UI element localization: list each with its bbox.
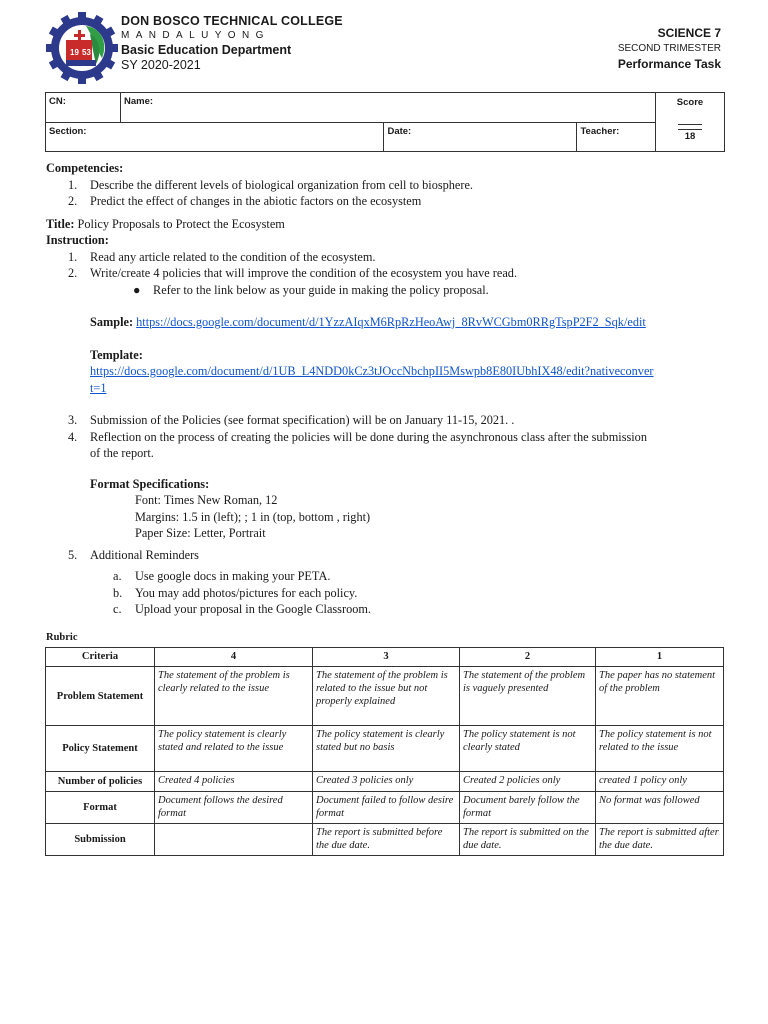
- rubric-header-3: 3: [313, 648, 460, 667]
- rubric-cell: The statement of the problem is clearly related to the issue: [155, 667, 313, 726]
- rubric-cell: The statement of the problem is related to the issue but not properly explained: [313, 667, 460, 726]
- rubric-cell: The policy statement is not related to the issue: [596, 726, 724, 772]
- rubric-header-row: [46, 648, 724, 667]
- instruction-text: Submission of the Policies (see format specification) will be on January 11-15, 2021. .: [90, 413, 515, 427]
- title-label: Title:: [46, 216, 75, 231]
- score-label: Score: [676, 97, 704, 108]
- instruction-bullet: ● Refer to the link below as your guide in making the policy proposal.: [133, 282, 489, 297]
- rubric-row: [46, 726, 724, 772]
- rubric-header-criteria: Criteria: [46, 648, 155, 667]
- rubric-header-2: 2: [460, 648, 596, 667]
- rubric-cell: The report is submitted before the due date.: [313, 824, 460, 856]
- rubric-table: [45, 647, 724, 856]
- reminder-item: a. Use google docs in making your PETA.: [113, 569, 331, 583]
- instruction-text-cont: of the report.: [90, 446, 154, 460]
- trimester: SECOND TRIMESTER: [617, 43, 721, 54]
- instruction-item: 5. Additional Reminders: [68, 547, 199, 562]
- sample-link[interactable]: https://docs.google.com/document/d/1YzzAIqxM6RpRzHeoAwj_8RvWCGbm0RRgTspP2F2_Sqk/edit: [136, 315, 646, 329]
- header-school-info: [121, 14, 343, 72]
- rubric-header-4: 4: [155, 648, 313, 667]
- title-line: [46, 216, 726, 233]
- college-city: MANDALUYONG: [121, 30, 270, 41]
- date-label: Date:: [387, 125, 412, 137]
- school-logo-icon: [46, 12, 118, 84]
- subject-name: SCIENCE 7: [657, 26, 721, 40]
- reminder-text: Use google docs in making your PETA.: [135, 569, 331, 583]
- logo-year-left: 19: [70, 48, 79, 57]
- rubric-criteria: Problem Statement: [46, 667, 155, 726]
- task-type: Performance Task: [617, 57, 721, 71]
- name-label: Name:: [124, 96, 154, 107]
- rubric-cell: The policy statement is not clearly stated: [460, 726, 596, 772]
- rubric-criteria: Format: [46, 792, 155, 824]
- instruction-item: 3. Submission of the Policies (see format specification) will be on January 11-15, 2021. .: [68, 413, 515, 427]
- rubric-cell: created 1 policy only: [596, 772, 724, 792]
- instruction-item: 2. Write/create 4 policies that will improve the condition of the ecosystem you have read.: [68, 266, 518, 280]
- logo-year-right: 53: [82, 48, 91, 57]
- header-subject-info: [618, 26, 721, 71]
- rubric-criteria: Policy Statement: [46, 726, 155, 772]
- name-field[interactable]: [121, 93, 656, 123]
- rubric-row: [46, 667, 724, 726]
- date-field[interactable]: [384, 122, 577, 152]
- reminder-item: b. You may add photos/pictures for each policy.: [113, 585, 358, 600]
- cn-label: CN:: [49, 96, 66, 107]
- reminder-text: You may add photos/pictures for each policy.: [135, 585, 358, 600]
- title-text: Policy Proposals to Protect the Ecosystem: [74, 216, 285, 231]
- rubric-row: [46, 772, 724, 792]
- sample-label: Sample:: [90, 315, 134, 329]
- competency-text: Predict the effect of changes in the abiotic factors on the ecosystem: [90, 194, 422, 208]
- rubric-cell: Document barely follow the format: [460, 792, 596, 824]
- format-margins: Margins: 1.5 in (left); ; 1 in (top, bottom , right): [135, 509, 371, 524]
- format-heading: Format Specifications:: [90, 476, 210, 491]
- rubric-cell: The policy statement is clearly stated but no basis: [313, 726, 460, 772]
- instruction-item: 1. Read any article related to the condition of the ecosystem.: [68, 249, 376, 264]
- bullet-text: Refer to the link below as your guide in making the policy proposal.: [153, 282, 489, 297]
- school-year: SY 2020-2021: [121, 58, 201, 72]
- score-field[interactable]: [656, 93, 725, 152]
- instructions-body: [46, 160, 726, 618]
- rubric-cell: Document follows the desired format: [155, 792, 313, 824]
- rubric-criteria: Number of policies: [46, 772, 155, 792]
- template-link-block: [46, 363, 726, 396]
- rubric-cell: Created 4 policies: [155, 772, 313, 792]
- rubric-cell: Document failed to follow desire format: [313, 792, 460, 824]
- format-font: Font: Times New Roman, 12: [135, 493, 278, 507]
- competency-text: Describe the different levels of biological organization from cell to biosphere.: [90, 177, 474, 192]
- section-field[interactable]: [46, 122, 384, 152]
- rubric-cell: The report is submitted after the due date.: [596, 824, 724, 856]
- instruction-text: Additional Reminders: [90, 547, 199, 562]
- rubric-label: Rubric: [46, 632, 78, 643]
- competency-item: 1. Describe the different levels of biological organization from cell to biosphere.: [68, 177, 474, 192]
- cn-field[interactable]: [46, 93, 121, 123]
- instruction-text: Read any article related to the condition of the ecosystem.: [90, 249, 376, 264]
- rubric-cell: Created 2 policies only: [460, 772, 596, 792]
- score-blank: [678, 124, 702, 125]
- sample-line: [46, 314, 726, 331]
- reminder-item: c. Upload your proposal in the Google Classroom.: [113, 602, 372, 616]
- student-info-table: [45, 92, 725, 152]
- competencies-heading: Competencies:: [46, 161, 124, 175]
- rubric-cell: The statement of the problem is vaguely presented: [460, 667, 596, 726]
- template-link[interactable]: https://docs.google.com/document/d/1UB_L4NDD0kCz3tJOccNbchpII5Mswpb8E80IUbhIX48/edit?nativeconver: [90, 364, 654, 378]
- rubric-cell: The report is submitted on the due date.: [460, 824, 596, 856]
- rubric-criteria: Submission: [46, 824, 155, 856]
- college-name: DON BOSCO TECHNICAL COLLEGE: [121, 14, 343, 28]
- rubric-cell: The paper has no statement of the problem: [596, 667, 724, 726]
- rubric-row: [46, 824, 724, 856]
- instruction-item: 4. Reflection on the process of creating the policies will be done during the asynchronous class after the submission of the report.: [68, 429, 647, 460]
- template-label: Template:: [90, 347, 143, 362]
- section-label: Section:: [49, 125, 87, 137]
- teacher-field[interactable]: [577, 122, 656, 152]
- instruction-heading: Instruction:: [46, 233, 109, 247]
- instruction-text: Reflection on the process of creating the policies will be done during the asynchronous class after the submission: [90, 429, 647, 444]
- rubric-cell: No format was followed: [596, 792, 724, 824]
- rubric-cell: Created 3 policies only: [313, 772, 460, 792]
- score-max: 18: [678, 129, 702, 142]
- template-link-cont[interactable]: t=1: [90, 380, 107, 395]
- rubric-header-1: 1: [596, 648, 724, 667]
- format-paper: Paper Size: Letter, Portrait: [135, 526, 266, 540]
- competency-item: 2. Predict the effect of changes in the abiotic factors on the ecosystem: [68, 194, 422, 208]
- rubric-row: [46, 792, 724, 824]
- reminder-text: Upload your proposal in the Google Classroom.: [135, 602, 372, 616]
- department-name: Basic Education Department: [121, 43, 292, 57]
- rubric-cell: The policy statement is clearly stated and related to the issue: [155, 726, 313, 772]
- instruction-text: Write/create 4 policies that will improve the condition of the ecosystem you have read.: [90, 266, 518, 280]
- rubric-cell: [155, 824, 313, 856]
- teacher-label: Teacher:: [580, 125, 620, 137]
